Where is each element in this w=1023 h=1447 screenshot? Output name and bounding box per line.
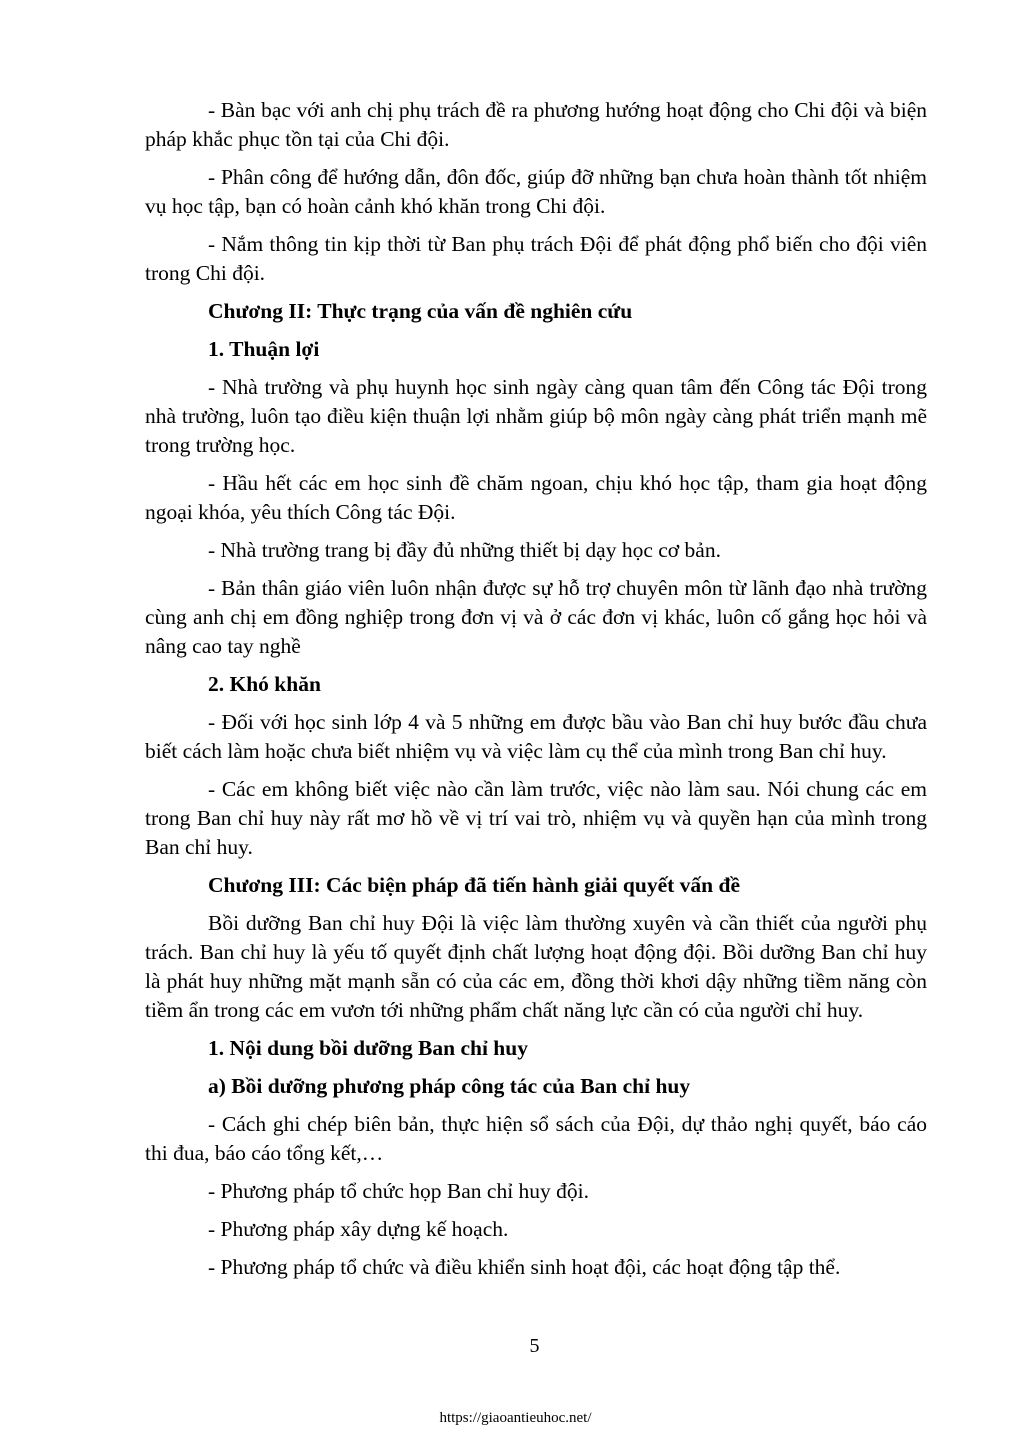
paragraph: - Các em không biết việc nào cần làm trước, việc nào làm sau. Nói chung các em trong Ban chỉ huy này rất mơ hồ về vị trí vai trò, nhiệm vụ và quyền hạn của mình trong Ban chỉ huy.: [145, 777, 927, 859]
subsection-heading: a) Bồi dưỡng phương pháp công tác của Ban chỉ huy: [208, 1074, 691, 1098]
page-number: 5: [529, 1335, 540, 1357]
section-heading: 1. Thuận lợi: [208, 337, 320, 361]
paragraph: - Phương pháp tổ chức và điều khiển sinh hoạt đội, các hoạt động tập thể.: [208, 1255, 841, 1279]
paragraph: - Bàn bạc với anh chị phụ trách đề ra phương hướng hoạt động cho Chi đội và biện pháp khắc phục tồn tại của Chi đội.: [145, 98, 927, 151]
paragraph: Bồi dưỡng Ban chỉ huy Đội là việc làm thường xuyên và cần thiết của người phụ trách. Ban chỉ huy là yếu tố quyết định chất lượng hoạt động đội. Bồi dưỡng Ban chỉ huy là phát huy những mặt mạnh sẵn có của các em, đồng thời khơi dậy những tiềm năng còn tiềm ẩn trong các em vươn tới những phẩm chất năng lực cần có của người chỉ huy.: [145, 911, 927, 1022]
paragraph: - Cách ghi chép biên bản, thực hiện sổ sách của Đội, dự thảo nghị quyết, báo cáo thi đua, báo cáo tổng kết,…: [145, 1112, 927, 1165]
paragraph: - Bản thân giáo viên luôn nhận được sự hỗ trợ chuyên môn từ lãnh đạo nhà trường cùng anh chị em đồng nghiệp trong đơn vị và ở các đơn vị khác, luôn cố gắng học hỏi và nâng cao tay nghề: [145, 576, 927, 658]
paragraph: - Nhà trường trang bị đầy đủ những thiết bị dạy học cơ bản.: [208, 538, 721, 562]
paragraph: - Đối với học sinh lớp 4 và 5 những em được bầu vào Ban chỉ huy bước đầu chưa biết cách làm hoặc chưa biết nhiệm vụ và việc làm cụ thể của mình trong Ban chỉ huy.: [145, 710, 927, 763]
paragraph: - Phương pháp xây dựng kế hoạch.: [208, 1217, 509, 1241]
paragraph: - Phân công để hướng dẫn, đôn đốc, giúp đỡ những bạn chưa hoàn thành tốt nhiệm vụ học tập, bạn có hoàn cảnh khó khăn trong Chi đội.: [145, 165, 927, 218]
paragraph: - Nhà trường và phụ huynh học sinh ngày càng quan tâm đến Công tác Đội trong nhà trường, luôn tạo điều kiện thuận lợi nhằm giúp bộ môn ngày càng phát triển mạnh mẽ trong trường học.: [145, 375, 927, 457]
paragraph: - Nắm thông tin kịp thời từ Ban phụ trách Đội để phát động phổ biến cho đội viên trong Chi đội.: [145, 232, 927, 285]
section-heading: 1. Nội dung bồi dưỡng Ban chỉ huy: [208, 1036, 528, 1060]
footer-url[interactable]: https://giaoantieuhoc.net/: [439, 1410, 592, 1426]
document-body: [145, 96, 927, 1291]
paragraph: - Phương pháp tổ chức họp Ban chỉ huy đội.: [208, 1179, 590, 1203]
chapter-heading: Chương III: Các biện pháp đã tiến hành giải quyết vấn đề: [208, 873, 740, 897]
chapter-heading: Chương II: Thực trạng của vấn đề nghiên cứu: [208, 299, 633, 323]
section-heading: 2. Khó khăn: [208, 672, 321, 696]
paragraph: - Hầu hết các em học sinh đề chăm ngoan, chịu khó học tập, tham gia hoạt động ngoại khóa, yêu thích Công tác Đội.: [145, 471, 927, 524]
